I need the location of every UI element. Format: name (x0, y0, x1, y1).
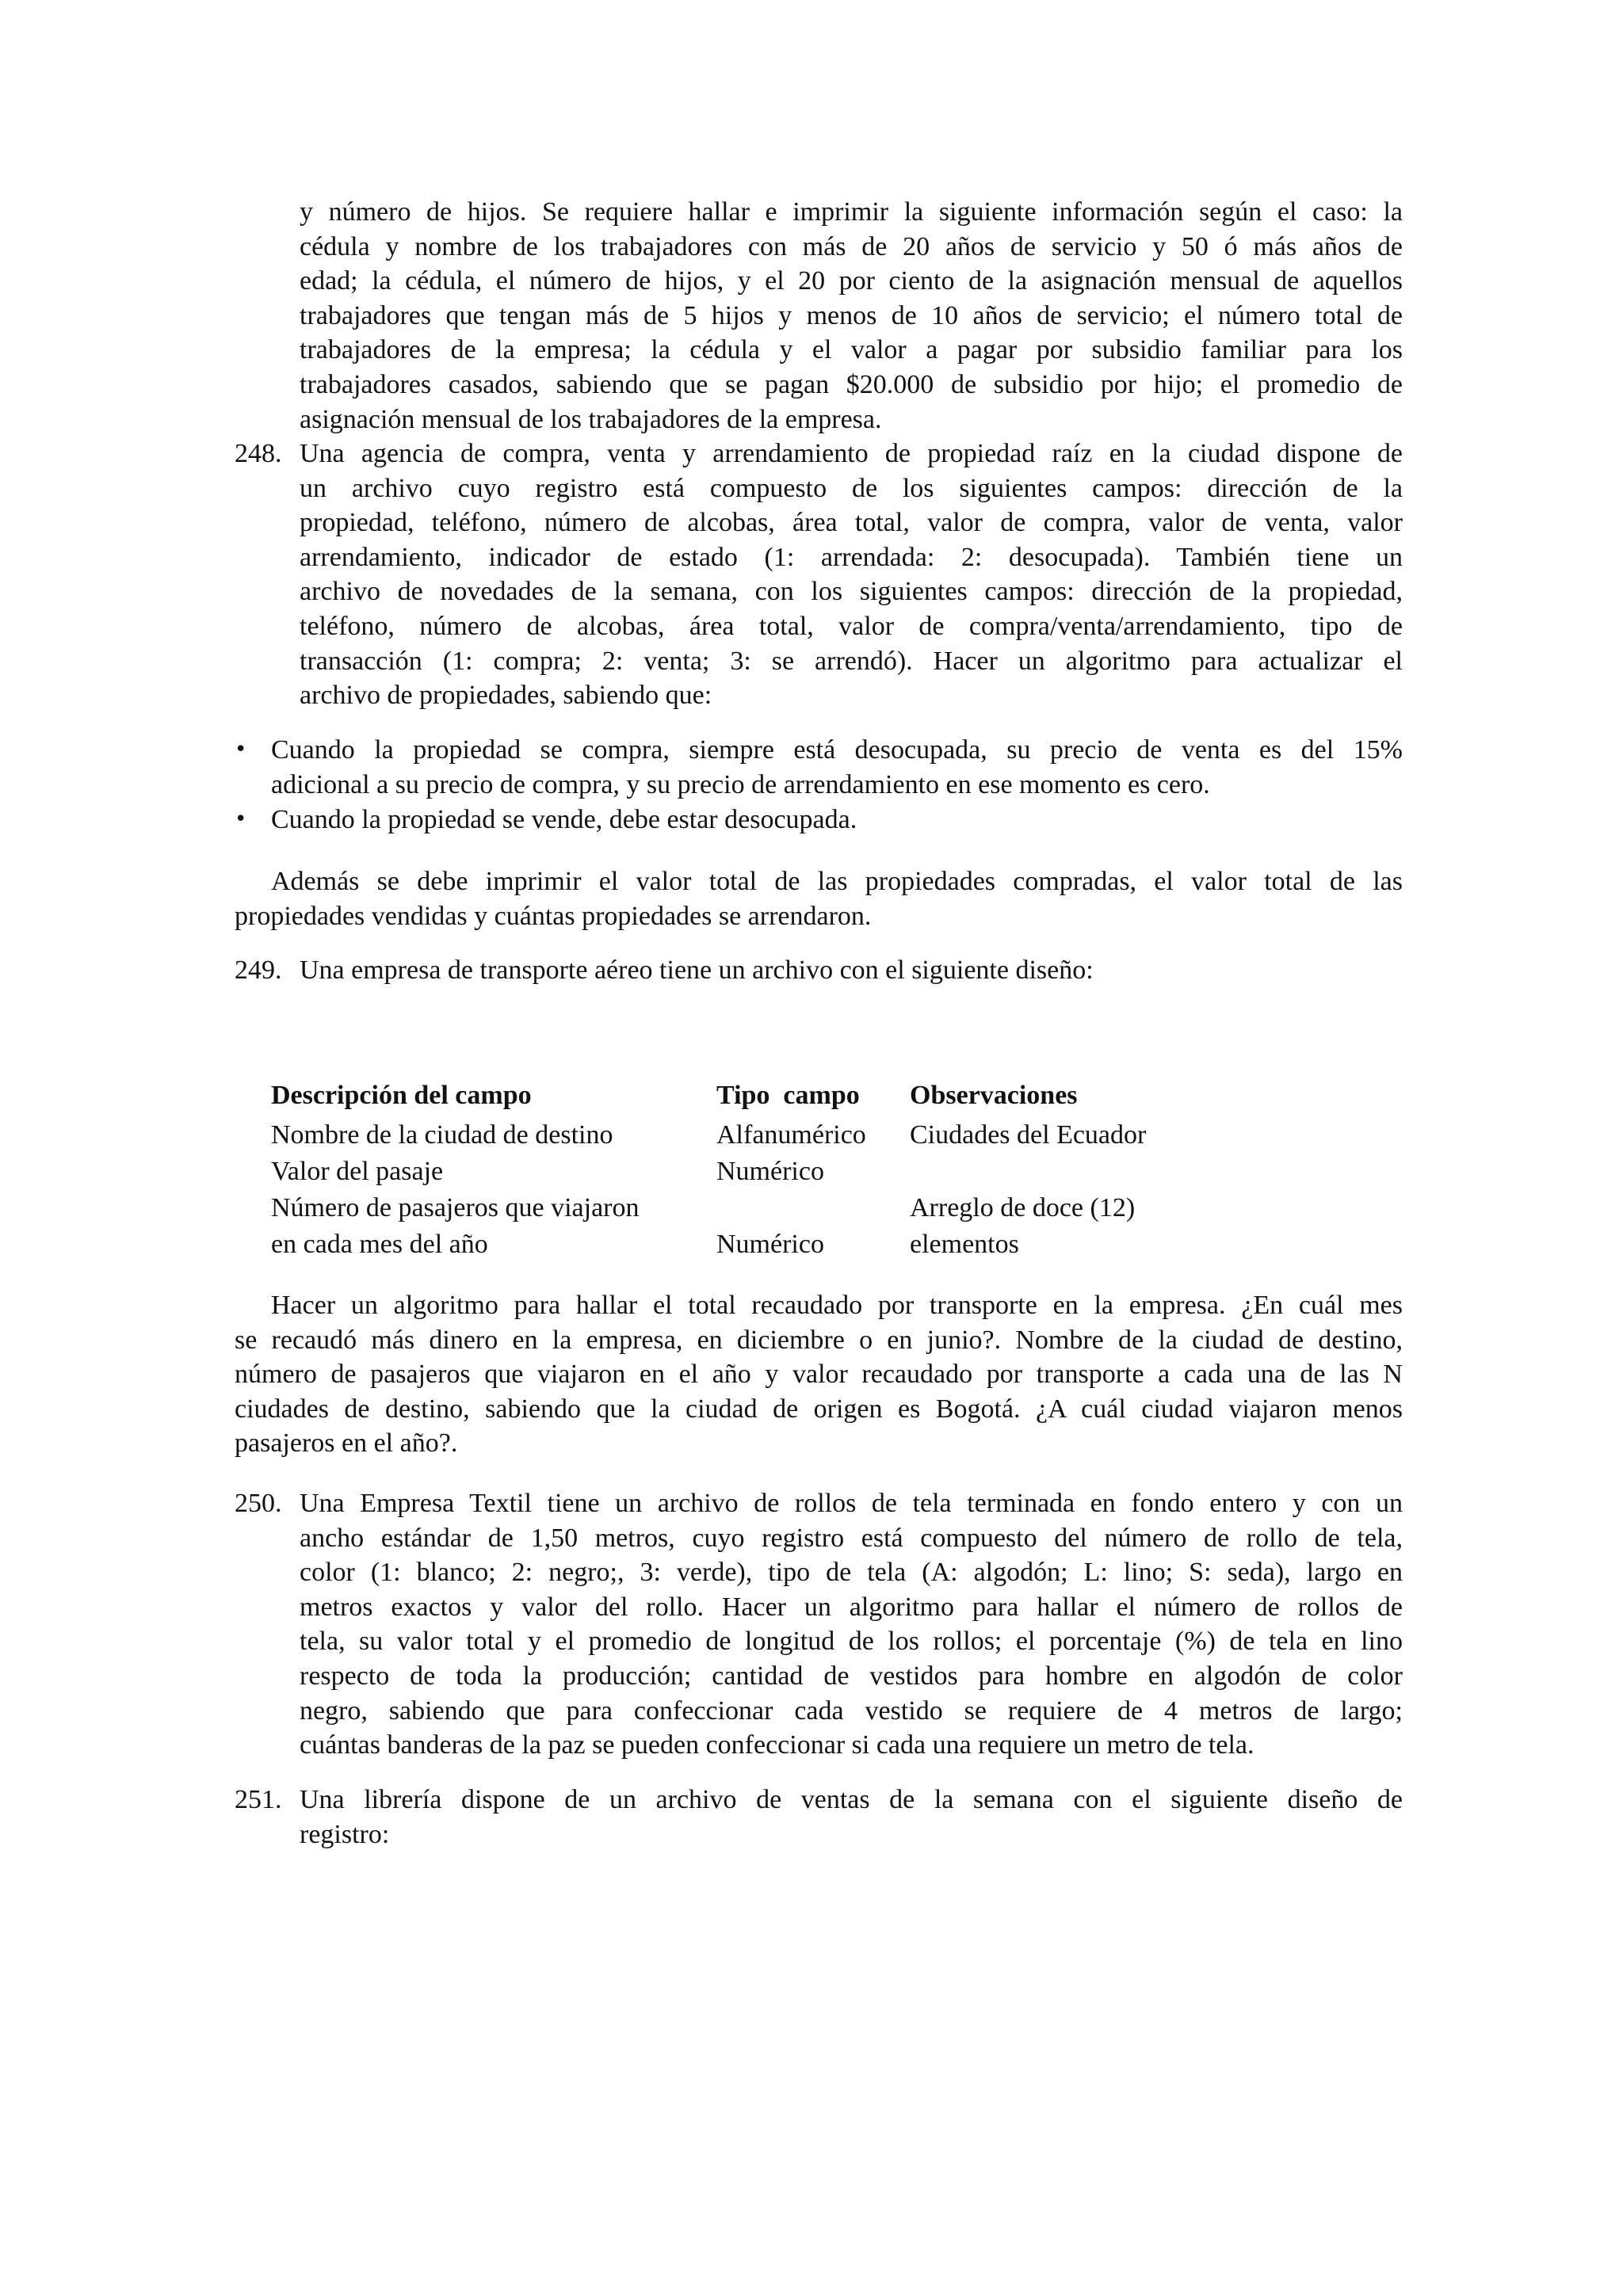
table-cell: Valor del pasaje (271, 1157, 444, 1186)
intro-paragraph (300, 195, 1403, 437)
text-line: Una agencia de compra, venta y arrendamiento de propiedad raíz en la ciudad dispone de (300, 439, 1403, 468)
text-line: archivo de novedades de la semana, con los siguientes campos: dirección de la propiedad, (300, 577, 1403, 607)
column-header: Descripción del campo (271, 1081, 532, 1110)
table-cell: Nombre de la ciudad de destino (271, 1120, 613, 1150)
exercise-number: 251. (235, 1785, 282, 1814)
text-line: edad; la cédula, el número de hijos, y el 20 por ciento de la asignación mensual de aquellos (300, 266, 1403, 296)
text-line: pasajeros en el año?. (235, 1428, 458, 1459)
text-line: número de pasajeros que viajaron en el año y valor recaudado por transporte a cada una de las N (235, 1360, 1403, 1390)
text-line: cédula y nombre de los trabajadores con más de 20 años de servicio y 50 ó más años de (300, 231, 1403, 261)
text-line: archivo de propiedades, sabiendo que: (300, 681, 712, 711)
table-row (271, 1154, 1227, 1190)
text-line: transacción (1: compra; 2: venta; 3: se arrendó). Hacer un algoritmo para actualizar el (300, 646, 1403, 676)
text-line: se recaudó más dinero en la empresa, en diciembre o en junio?. Nombre de la ciudad de destino, (235, 1325, 1403, 1355)
text-line: Cuando la propiedad se compra, siempre está desocupada, su precio de venta es del 15% (271, 735, 1403, 765)
text-line: registro: (300, 1819, 390, 1849)
bullet-item (235, 733, 1403, 802)
bullet-icon: • (235, 738, 247, 761)
column-header: Observaciones (910, 1081, 1078, 1110)
closing-paragraph (235, 864, 1403, 933)
text-line: Una librería dispone de un archivo de ventas de la semana con el siguiente diseño de (300, 1785, 1403, 1814)
text-line: Hacer un algoritmo para hallar el total recaudado por transporte en la empresa. ¿En cuál mes (271, 1291, 1403, 1320)
bullet-icon: • (235, 807, 247, 831)
text-line: Cuando la propiedad se vende, debe estar desocupada. (271, 805, 857, 834)
exercise-number: 250. (235, 1489, 282, 1518)
text-line: propiedades vendidas y cuántas propiedades se arrendaron. (235, 901, 872, 931)
text-line: y número de hijos. Se requiere hallar e imprimir la siguiente información según el caso: la (300, 197, 1403, 227)
text-line: ancho estándar de 1,50 metros, cuyo registro está compuesto del número de rollo de tela, (300, 1523, 1403, 1553)
exercise-number: 248. (235, 439, 282, 468)
table-cell (910, 1154, 1227, 1190)
table-cell: Numérico (716, 1157, 824, 1186)
text-line: negro, sabiendo que para confeccionar cada vestido se requiere de 4 metros de largo; (300, 1695, 1403, 1726)
table-cell: Alfanumérico (716, 1120, 866, 1150)
text-line: propiedad, teléfono, número de alcobas, área total, valor de compra, valor de venta, valor (300, 508, 1403, 538)
text-line: un archivo cuyo registro está compuesto de los siguientes campos: dirección de la (300, 473, 1403, 503)
exercise-248 (235, 437, 1403, 713)
text-line: trabajadores casados, sabiendo que se pagan $20.000 de subsidio por hijo; el promedio de (300, 369, 1403, 399)
text-line: asignación mensual de los trabajadores de la empresa. (300, 404, 882, 434)
text-line: trabajadores que tengan más de 5 hijos y menos de 10 años de servicio; el número total de (300, 300, 1403, 330)
text-line: color (1: blanco; 2: negro;, 3: verde), tipo de tela (A: algodón; L: lino; S: seda), largo en (300, 1558, 1403, 1588)
text-line: respecto de toda la producción; cantidad de vestidos para hombre en algodón de color (300, 1661, 1403, 1691)
exercise-251 (235, 1783, 1403, 1852)
text-line: Una Empresa Textil tiene un archivo de rollos de tela terminada en fondo entero y con un (300, 1489, 1403, 1518)
table-cell: en cada mes del año (271, 1230, 488, 1259)
text-line: Además se debe imprimir el valor total de las propiedades compradas, el valor total de las (271, 867, 1403, 896)
text-line: arrendamiento, indicador de estado (1: arrendada: 2: desocupada). También tiene un (300, 542, 1403, 572)
bullet-item (235, 803, 1403, 837)
table-header-row (271, 1077, 1227, 1117)
text-line: adicional a su precio de compra, y su precio de arrendamiento en ese momento es cero. (271, 769, 1210, 799)
text-line: cuántas banderas de la paz se pueden confeccionar si cada una requiere un metro de tela. (300, 1730, 1254, 1760)
exercise-250 (235, 1486, 1403, 1763)
text-line: trabajadores de la empresa; la cédula y el valor a pagar por subsidio familiar para los (300, 335, 1403, 365)
table-cell: Numérico (716, 1230, 824, 1259)
table-row (271, 1117, 1227, 1154)
text-line: metros exactos y valor del rollo. Hacer un algoritmo para hallar el número de rollos de (300, 1592, 1403, 1622)
column-header: Tipo campo (716, 1081, 860, 1110)
exercise-number: 249. (235, 955, 282, 985)
table-cell: elementos (910, 1230, 1019, 1259)
table-cell (716, 1190, 910, 1226)
exercise-249 (235, 953, 1403, 988)
table-row (271, 1190, 1227, 1226)
table-cell: Ciudades del Ecuador (910, 1120, 1147, 1150)
text-line: tela, su valor total y el promedio de longitud de los rollos; el porcentaje (%) de tela en lino (300, 1627, 1403, 1657)
text-line: ciudades de destino, sabiendo que la ciudad de origen es Bogotá. ¿A cuál ciudad viajaron menos (235, 1394, 1403, 1424)
text-line: teléfono, número de alcobas, área total, valor de compra/venta/arrendamiento, tipo de (300, 611, 1403, 641)
table-cell: Número de pasajeros que viajaron (271, 1193, 640, 1222)
table-row (271, 1226, 1227, 1263)
table-cell: Arreglo de doce (12) (910, 1193, 1136, 1222)
after-table-paragraph (235, 1288, 1403, 1461)
text-line: Una empresa de transporte aéreo tiene un archivo con el siguiente diseño: (300, 955, 1094, 985)
field-design-table (271, 1077, 1227, 1263)
